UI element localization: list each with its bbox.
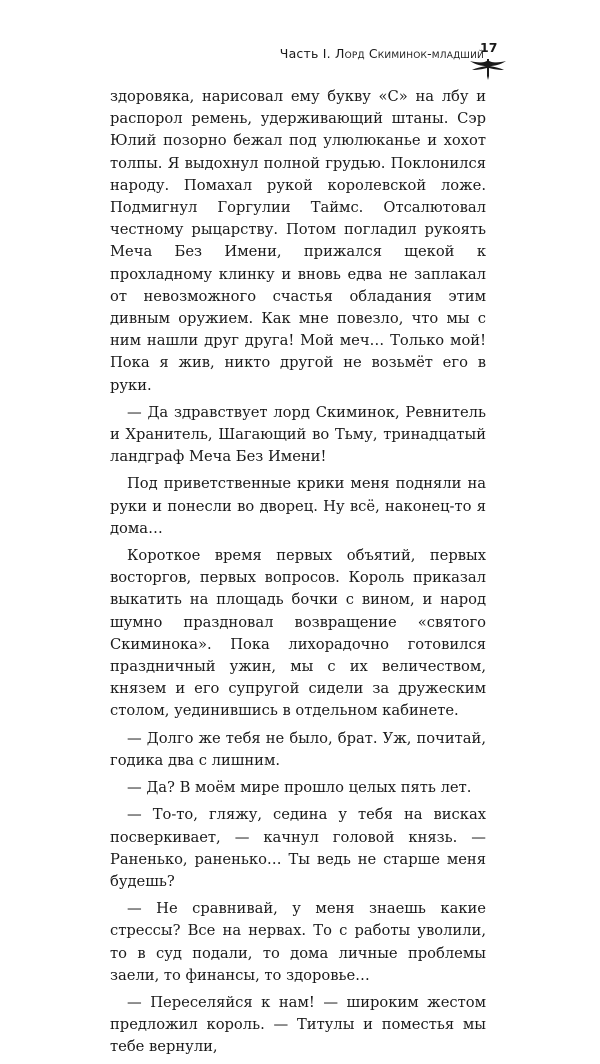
paragraph: — Да? В моём мире прошло целых пять лет.	[127, 779, 472, 797]
paragraph: Под приветственные крики меня подняли на руки и понесли во дворец. Ну всё, наконец-то я дома…	[110, 475, 486, 537]
page-header	[0, 40, 600, 70]
running-head	[280, 46, 484, 61]
paragraph: — Да здравствует лорд Скиминок, Ревнитель и Хранитель, Шагающий во Тьму, тринадцатый ландграф Меча Без Имени!	[110, 403, 486, 466]
paragraph: — Переселяйся к нам! — широким жестом предложил король. — Титулы и поместья мы тебе вернули,	[110, 993, 486, 1056]
running-head-title: Лорд Скиминок-младший	[334, 46, 484, 61]
page-number: 17	[480, 40, 498, 55]
paragraph: здоровяка, нарисовал ему букву «С» на лбу и распорол ремень, удерживающий штаны. Сэр Юлий позорно бежал под улюлюканье и хохот толпы. Я выдохнул полной грудью. Поклонился народу. Помахал рукой королевской ложе. Подмигнул Горгулии Таймс. Отсалютовал честному рыцарству. Потом погладил рукоять Меча Без Имени, прижался щекой к прохладному клинку и вновь едва не заплакал от невозможного счастья обладания этим дивным оружием. Как мне повезло, что мы с ним нашли друг друга! Мой меч… Только мой! Пока я жив, никто другой не возьмёт его в руки.	[110, 88, 486, 394]
running-head-part: Часть I.	[279, 46, 335, 61]
paragraph: — Долго же тебя не было, брат. Уж, почитай, годика два с лишним.	[110, 729, 486, 769]
paragraph: Короткое время первых объятий, первых восторгов, первых вопросов. Король приказал выкатить на площадь бочки с вином, и народ шумно праздновал возвращение «святого Скиминока». Пока лихорадочно готовился праздничный ужин, мы с их величеством, князем и его супругой сидели за дружеским столом, уединившись в отдельном кабинете.	[110, 547, 486, 720]
winged-ornament-icon	[468, 54, 508, 82]
paragraph: — Не сравнивай, у меня знаешь какие стрессы? Все на нервах. То с работы уволили, то в суд подали, то домa личные проблемы заели, то финансы, то здоровье…	[110, 900, 486, 984]
body-text	[110, 86, 486, 1064]
paragraph: — То-то, гляжу, седина у тебя на висках посверкивает, — качнул головой князь. — Раненько, раненько… Ты ведь не старше меня будешь?	[110, 806, 486, 890]
